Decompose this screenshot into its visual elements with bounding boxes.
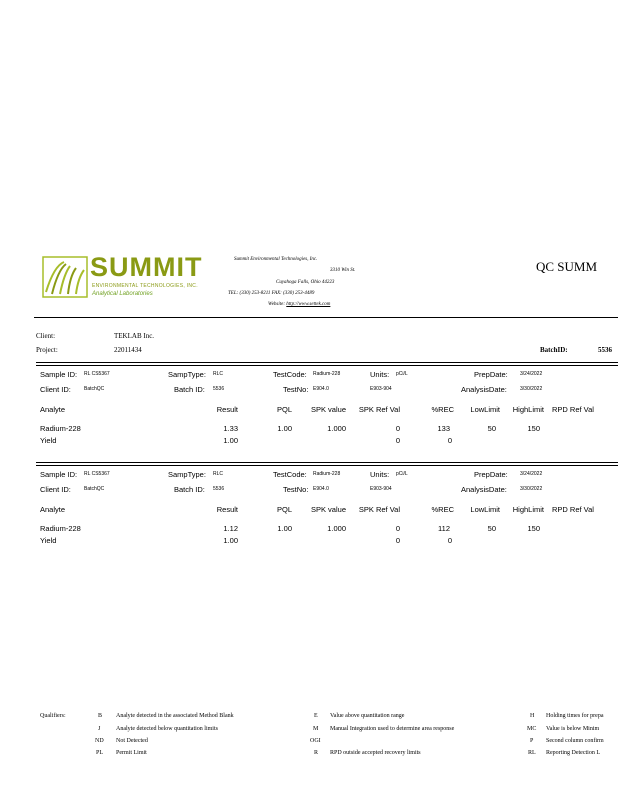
clientid-value: BatchQC <box>84 386 105 392</box>
report-title: QC SUMM <box>536 259 598 274</box>
testcode-label: TestCode: <box>273 370 307 379</box>
block-rule-top2 <box>36 465 618 466</box>
batchid-value: 5536 <box>213 386 225 392</box>
col-spk-ref-val: SPK Ref Val <box>358 505 400 514</box>
units-label: Units: <box>370 470 390 479</box>
qualifier-text: Second column confirm <box>546 738 604 744</box>
sample-id-label: Sample ID: <box>40 470 78 479</box>
company-phone: TEL: (330) 253-8211 FAX: (330) 253-4489 <box>228 291 315 296</box>
clientid-label: Client ID: <box>40 385 71 394</box>
col-lowlimit: LowLimit <box>470 405 500 414</box>
testcode-label: TestCode: <box>273 470 307 479</box>
spkref-cell: 0 <box>395 436 400 445</box>
qualifier-code: M <box>313 726 319 732</box>
batchid-label: Batch ID: <box>174 385 205 394</box>
pql-cell: 1.00 <box>277 424 292 433</box>
col-analyte: Analyte <box>40 505 66 514</box>
batchid-value: 5536 <box>213 486 225 492</box>
low-cell: 50 <box>487 424 496 433</box>
analysis-value: 3/30/2022 <box>520 486 543 492</box>
analysis-label: AnalysisDate: <box>461 385 507 394</box>
qualifier-text: Holding times for prepa <box>546 713 604 719</box>
testno-value-1: E904.0 <box>313 386 329 392</box>
sample-id-value: RL CS5367 <box>84 471 110 477</box>
col-result: Result <box>216 505 238 514</box>
rec-cell: 0 <box>447 536 452 545</box>
qualifier-text: Analyte detected in the associated Method Blank <box>116 713 234 719</box>
qualifier-code: ND <box>95 738 104 744</box>
testcode-value: Radium-228 <box>313 471 341 477</box>
company-name: Summit Environmental Technologies, Inc. <box>234 257 318 262</box>
client-label: Client: <box>36 332 56 340</box>
qualifier-code: E <box>314 713 318 719</box>
col-analyte: Analyte <box>40 405 66 414</box>
qualifier-code: MC <box>527 726 537 732</box>
samptype-label: SampType: <box>168 370 206 379</box>
prepdate-value: 3/24/2022 <box>520 371 543 377</box>
spkref-cell: 0 <box>395 424 400 433</box>
qualifier-text: Reporting Detection L <box>546 750 600 756</box>
prepdate-label: PrepDate: <box>474 370 508 379</box>
result-cell: 1.33 <box>223 424 238 433</box>
testno-value-1: E904.0 <box>313 486 329 492</box>
qualifier-code: PL <box>96 750 104 756</box>
col-lowlimit: LowLimit <box>470 505 500 514</box>
summit-logo-mark-icon <box>42 256 88 298</box>
col-spk-ref-val: SPK Ref Val <box>358 405 400 414</box>
qualifier-text: Not Detected <box>116 738 148 744</box>
sample-id-label: Sample ID: <box>40 370 78 379</box>
result-cell: 1.00 <box>223 436 238 445</box>
qualifier-code: H <box>530 713 535 719</box>
testno-label: TestNo: <box>283 385 309 394</box>
col-pql: PQL <box>276 505 292 514</box>
logo-wordmark: SUMMIT <box>90 252 203 282</box>
low-cell: 50 <box>487 524 496 533</box>
company-website <box>268 302 330 307</box>
analysis-label: AnalysisDate: <box>461 485 507 494</box>
col-spk-value: SPK value <box>310 405 346 414</box>
units-value: pCi/L <box>396 371 408 377</box>
high-cell: 150 <box>527 424 540 433</box>
spkref-cell: 0 <box>395 536 400 545</box>
project-value: 22011434 <box>114 346 142 354</box>
logo-tagline: Analytical Laboratories <box>92 291 153 297</box>
prepdate-label: PrepDate: <box>474 470 508 479</box>
testno-value-2: E903-904 <box>370 386 392 392</box>
testcode-value: Radium-228 <box>313 371 341 377</box>
analyte-cell: Yield <box>40 436 57 445</box>
analysis-value: 3/30/2022 <box>520 386 543 392</box>
company-city: Cuyahoga Falls, Ohio 44223 <box>276 280 335 285</box>
spk-cell: 1.000 <box>327 424 346 433</box>
clientid-value: BatchQC <box>84 486 105 492</box>
client-value: TEKLAB Inc. <box>114 332 155 340</box>
qualifier-code: R <box>314 750 319 756</box>
spk-cell: 1.000 <box>327 524 346 533</box>
high-cell: 150 <box>527 524 540 533</box>
qualifier-text: Value above quantitation range <box>330 713 405 719</box>
block-rule-top <box>36 362 618 363</box>
batch-label: BatchID: <box>540 346 568 354</box>
clientid-label: Client ID: <box>40 485 71 494</box>
company-street: 3310 Win St. <box>330 268 356 273</box>
col-pql: PQL <box>276 405 292 414</box>
analyte-cell: Radium-228 <box>40 424 81 433</box>
qualifier-text: Value is below Minim <box>546 726 600 732</box>
analyte-cell: Yield <box>40 536 57 545</box>
col-result: Result <box>216 405 238 414</box>
samptype-label: SampType: <box>168 470 206 479</box>
rec-cell: 133 <box>437 424 450 433</box>
qualifier-code: J <box>98 726 101 732</box>
units-value: pCi/L <box>396 471 408 477</box>
qualifier-code: OGI <box>310 738 321 744</box>
qualifier-text: RPD outside accepted recovery limits <box>330 750 421 756</box>
qualifier-code: P <box>530 738 534 744</box>
result-cell: 1.00 <box>223 536 238 545</box>
spkref-cell: 0 <box>395 524 400 533</box>
samptype-value: RLC <box>213 371 224 377</box>
project-label: Project: <box>36 346 58 354</box>
pql-cell: 1.00 <box>277 524 292 533</box>
col-spk-value: SPK value <box>310 505 346 514</box>
block-rule-top <box>36 462 618 463</box>
rec-cell: 0 <box>447 436 452 445</box>
qualifier-text: Permit Limit <box>116 750 147 756</box>
qualifiers-label: Qualifiers: <box>40 713 66 719</box>
col-rec: %REC <box>431 405 454 414</box>
rec-cell: 112 <box>438 524 450 533</box>
batchid-label: Batch ID: <box>174 485 205 494</box>
units-label: Units: <box>370 370 390 379</box>
header-rule <box>34 317 618 318</box>
block-rule-top2 <box>36 365 618 366</box>
col-highlimit: HighLimit <box>512 505 544 514</box>
testno-label: TestNo: <box>283 485 309 494</box>
col-rpd-ref-val: RPD Ref Val <box>552 505 594 514</box>
website-link[interactable]: http://www.settek.com <box>286 302 331 307</box>
sample-id-value: RL CS5367 <box>84 371 110 377</box>
result-cell: 1.12 <box>223 524 238 533</box>
qualifier-text: Manual Integration used to determine area response <box>330 726 455 732</box>
qualifier-text: Analyte detected below quantitation limits <box>116 726 218 732</box>
qualifier-code: B <box>98 713 103 719</box>
col-rec: %REC <box>431 505 454 514</box>
qualifier-code: RL <box>528 750 536 756</box>
batch-value: 5536 <box>598 346 612 354</box>
col-highlimit: HighLimit <box>512 405 544 414</box>
website-label: Website: <box>268 302 286 307</box>
prepdate-value: 3/24/2022 <box>520 471 543 477</box>
samptype-value: RLC <box>213 471 224 477</box>
analyte-cell: Radium-228 <box>40 524 81 533</box>
col-rpd-ref-val: RPD Ref Val <box>552 405 594 414</box>
testno-value-2: E903-904 <box>370 486 392 492</box>
logo-subtitle: ENVIRONMENTAL TECHNOLOGIES, INC. <box>92 283 198 289</box>
